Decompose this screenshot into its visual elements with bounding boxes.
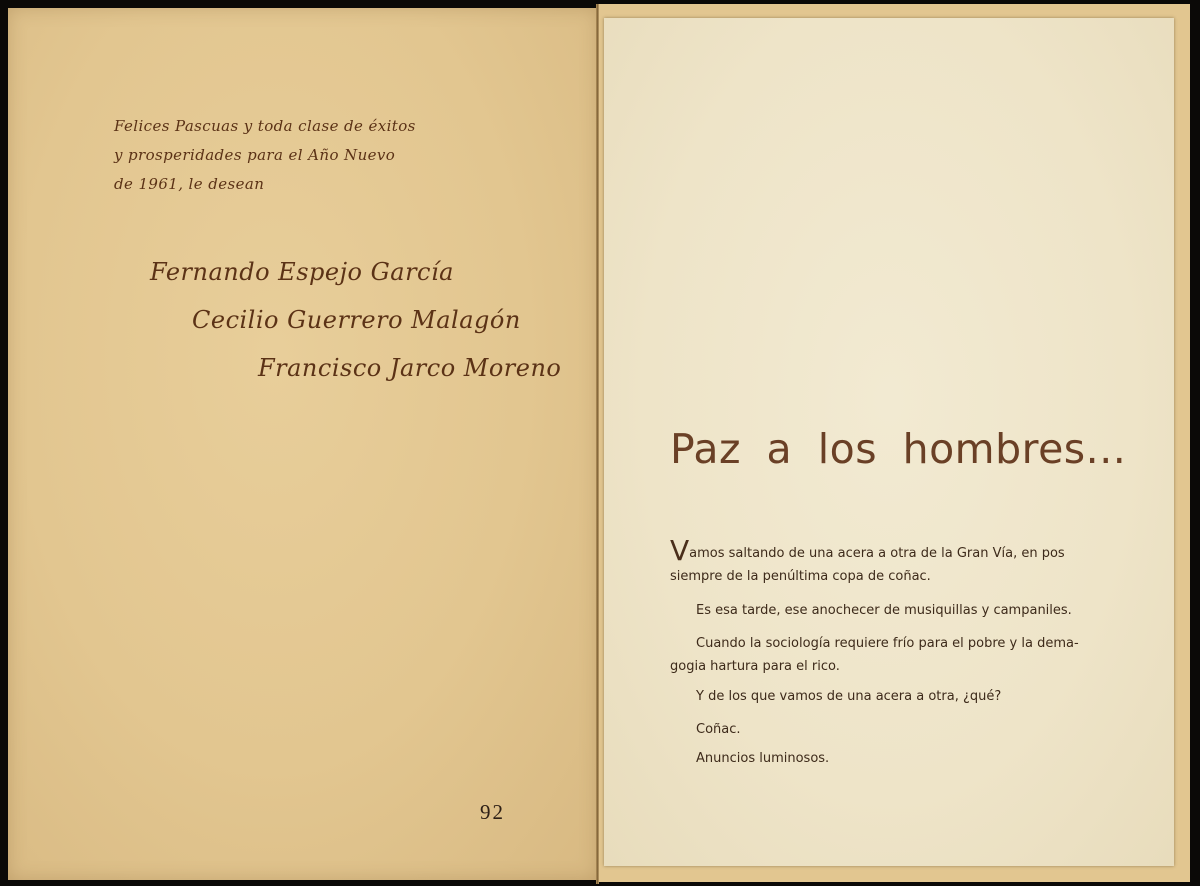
paragraph: Coñac. (696, 722, 741, 737)
paragraph: Es esa tarde, ese anochecer de musiquillas y campaniles. (696, 603, 1072, 618)
signatory-name: Fernando Espejo García (150, 258, 454, 286)
greeting-line: Felices Pascuas y toda clase de éxitos (114, 117, 416, 135)
greeting-line: y prosperidades para el Año Nuevo (114, 146, 396, 164)
center-fold (596, 4, 599, 884)
page-number: 92 (480, 800, 505, 824)
greeting-text (114, 112, 414, 199)
greeting-line: de 1961, le desean (114, 175, 265, 193)
paragraph (670, 534, 1110, 588)
paragraph (670, 632, 1110, 678)
signatory-name: Francisco Jarco Moreno (258, 354, 562, 382)
paragraph-line: amos saltando de una acera a otra de la Gran Vía, en pos (689, 546, 1065, 561)
paragraph-line: gogia hartura para el rico. (670, 659, 840, 674)
drop-cap: V (670, 534, 690, 567)
paragraph: Anuncios luminosos. (696, 751, 830, 766)
signatory-name: Cecilio Guerrero Malagón (192, 306, 521, 334)
paragraph-line: siempre de la penúltima copa de coñac. (670, 569, 931, 584)
paragraph: Y de los que vamos de una acera a otra, ¿qué? (696, 689, 1002, 704)
paragraph-line: Cuando la sociología requiere frío para el pobre y la dema- (696, 636, 1079, 651)
headline: Paz a los hombres... (670, 425, 1127, 473)
